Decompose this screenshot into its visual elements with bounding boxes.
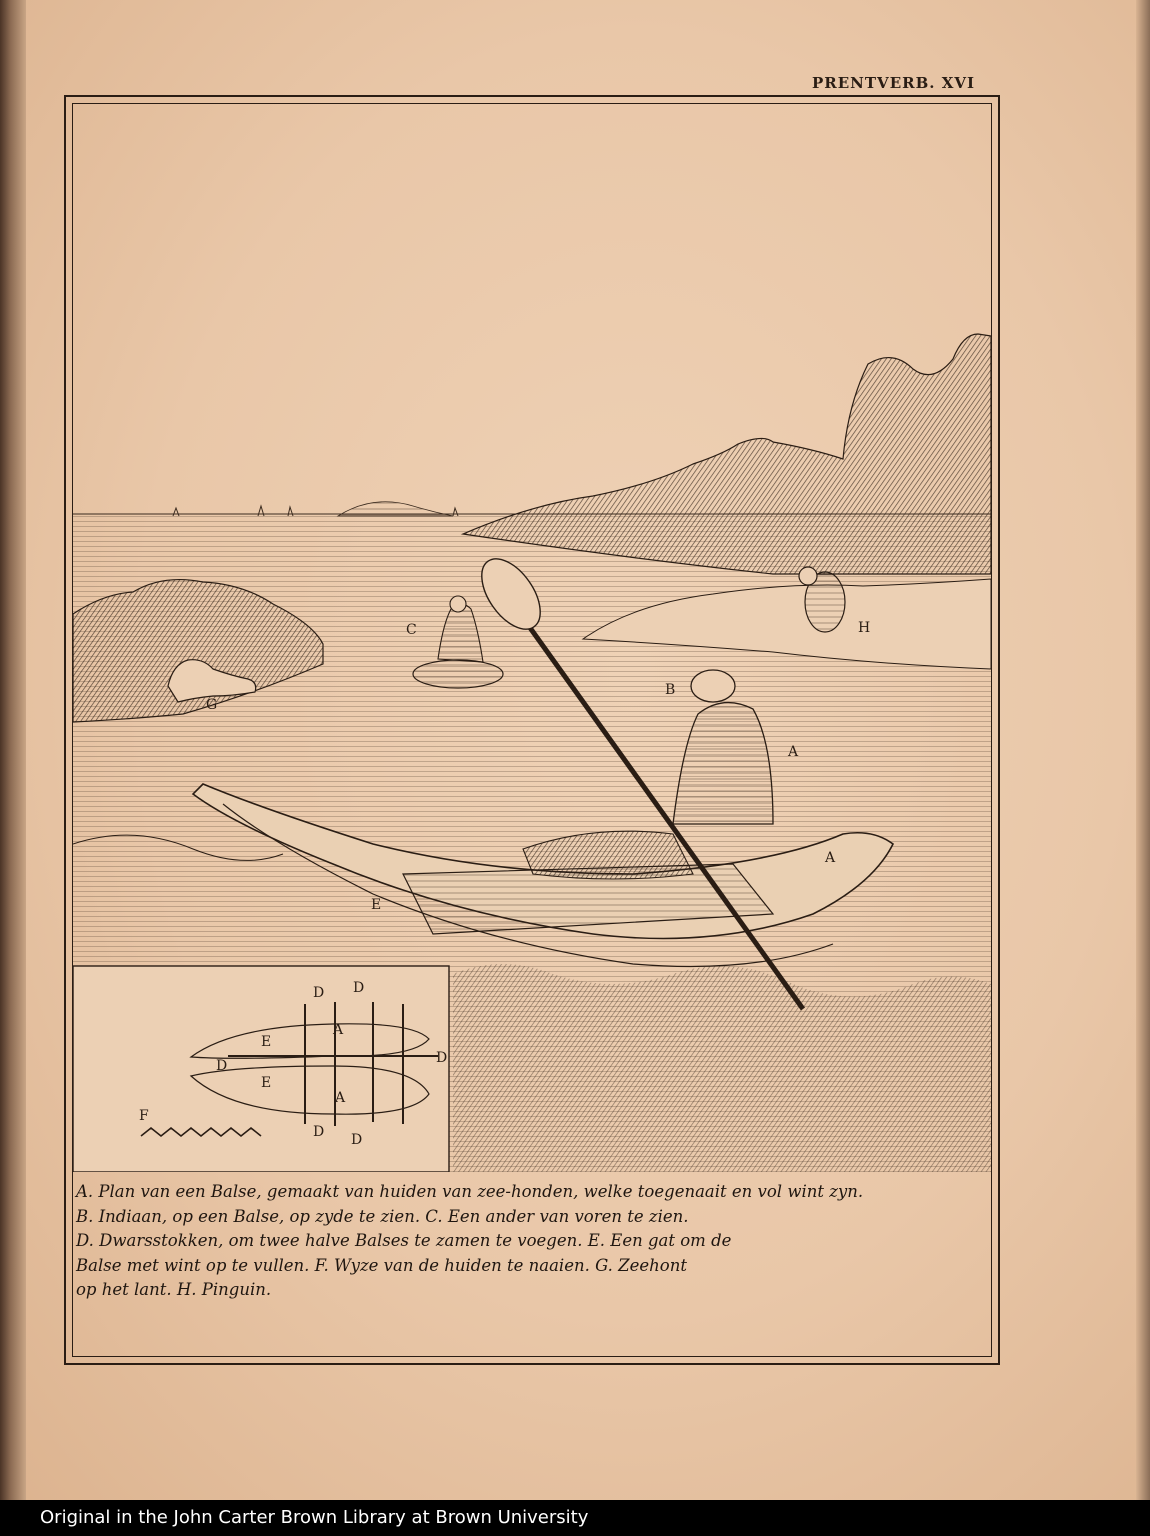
- inset-letter-d-1: D: [313, 985, 325, 1001]
- inset-letter-d-3: D: [216, 1058, 228, 1074]
- caption-line-5: op het lant. H. Pinguin.: [76, 1280, 272, 1299]
- letter-h: H: [858, 620, 871, 636]
- inset-letter-e-1: E: [261, 1034, 272, 1050]
- inset-letter-e-2: E: [261, 1075, 272, 1091]
- library-credit-footer: Original in the John Carter Brown Library at Brown University: [0, 1500, 1150, 1536]
- inset-letter-f: F: [139, 1108, 149, 1124]
- inset-letter-d-5: D: [313, 1124, 325, 1140]
- letter-a-2: A: [825, 850, 836, 866]
- plate-caption: [76, 1180, 988, 1350]
- caption-line-3: D. Dwarsstokken, om twee halve Balses te zamen te voegen. E. Een gat om de: [76, 1231, 732, 1250]
- inset-letter-a-1: A: [333, 1022, 344, 1038]
- cliffs: [463, 334, 991, 574]
- inset-letter-d-2: D: [353, 980, 365, 996]
- inset-letter-d-6: D: [351, 1132, 363, 1148]
- caption-line-4: Balse met wint op te vullen. F. Wyze van de huiden te naaien. G. Zeehont: [76, 1255, 687, 1275]
- caption-line-1: A. Plan van een Balse, gemaakt van huiden van zee-honden, welke toegenaait en vol wint zyn.: [76, 1182, 864, 1201]
- caption-line-2: B. Indiaan, op een Balse, op zyde te zien. C. Een ander van voren te zien.: [76, 1206, 689, 1226]
- engraving-illustration: [73, 104, 991, 1172]
- letter-e: E: [371, 897, 382, 913]
- letter-b: B: [665, 682, 676, 698]
- inset-letter-a-2: A: [335, 1090, 346, 1106]
- letter-c: C: [406, 622, 417, 638]
- plate-label: PRENTVERB. XVI: [812, 74, 976, 92]
- letter-a-1: A: [788, 744, 799, 760]
- waves: [453, 964, 991, 1172]
- inset-letter-d-4: D: [436, 1050, 448, 1066]
- inset-diagram: [73, 966, 449, 1172]
- book-spine: [0, 0, 26, 1500]
- letter-g: G: [206, 697, 218, 713]
- page-edge: [1136, 0, 1150, 1500]
- distant-island: [338, 502, 453, 516]
